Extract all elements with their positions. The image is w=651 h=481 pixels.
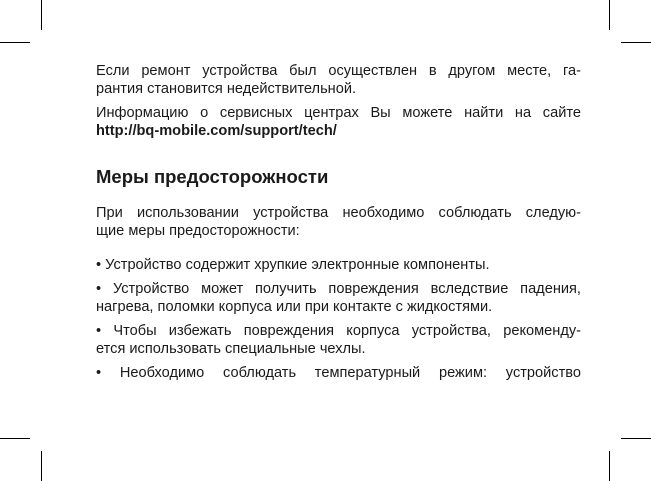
crop-mark-top-left-horizontal bbox=[0, 42, 30, 43]
bullet-item-damage bbox=[96, 280, 581, 316]
bullet-item-cases bbox=[96, 322, 581, 358]
crop-mark-top-left-vertical bbox=[41, 0, 42, 30]
bullet-1-line-1: • Устройство содержит хрупкие электронные компоненты. bbox=[96, 257, 490, 273]
service-centers-line-1: Информацию о сервисных центрах Вы можете найти на сайте bbox=[96, 105, 581, 121]
crop-mark-bottom-left-horizontal bbox=[0, 438, 30, 439]
bullet-item-fragile bbox=[96, 256, 581, 274]
bullet-item-temperature bbox=[96, 364, 581, 382]
crop-mark-bottom-right-horizontal bbox=[621, 438, 651, 439]
warranty-line-2: рантия становится недействительной. bbox=[96, 81, 357, 97]
warranty-line-1: Если ремонт устройства был осуществлен в другом месте, га- bbox=[96, 63, 581, 79]
bullet-2-line-2: нагрева, поломки корпуса или при контакте с жидкостями. bbox=[96, 299, 493, 315]
bullet-3-line-2: ется использовать специальные чехлы. bbox=[96, 341, 366, 357]
intro-line-1: При использовании устройства необходимо соблюдать следую- bbox=[96, 205, 581, 221]
bullet-3-line-1: • Чтобы избежать повреждения корпуса устройства, рекоменду- bbox=[96, 323, 581, 339]
document-page bbox=[96, 62, 581, 382]
warranty-paragraph bbox=[96, 62, 581, 98]
crop-mark-top-right-horizontal bbox=[621, 42, 651, 43]
bullet-4-line-1: • Необходимо соблюдать температурный режим: устройство bbox=[96, 365, 581, 381]
support-url-link[interactable]: http://bq-mobile.com/support/tech/ bbox=[96, 123, 337, 139]
crop-mark-top-right-vertical bbox=[609, 0, 610, 30]
service-centers-paragraph bbox=[96, 104, 581, 140]
crop-mark-bottom-right-vertical bbox=[609, 451, 610, 481]
bullet-2-line-1: • Устройство может получить повреждения вследствие падения, bbox=[96, 281, 581, 297]
intro-paragraph bbox=[96, 204, 581, 240]
section-heading: Меры предосторожности bbox=[96, 166, 329, 187]
crop-mark-bottom-left-vertical bbox=[41, 451, 42, 481]
intro-line-2: щие меры предосторожности: bbox=[96, 223, 300, 239]
